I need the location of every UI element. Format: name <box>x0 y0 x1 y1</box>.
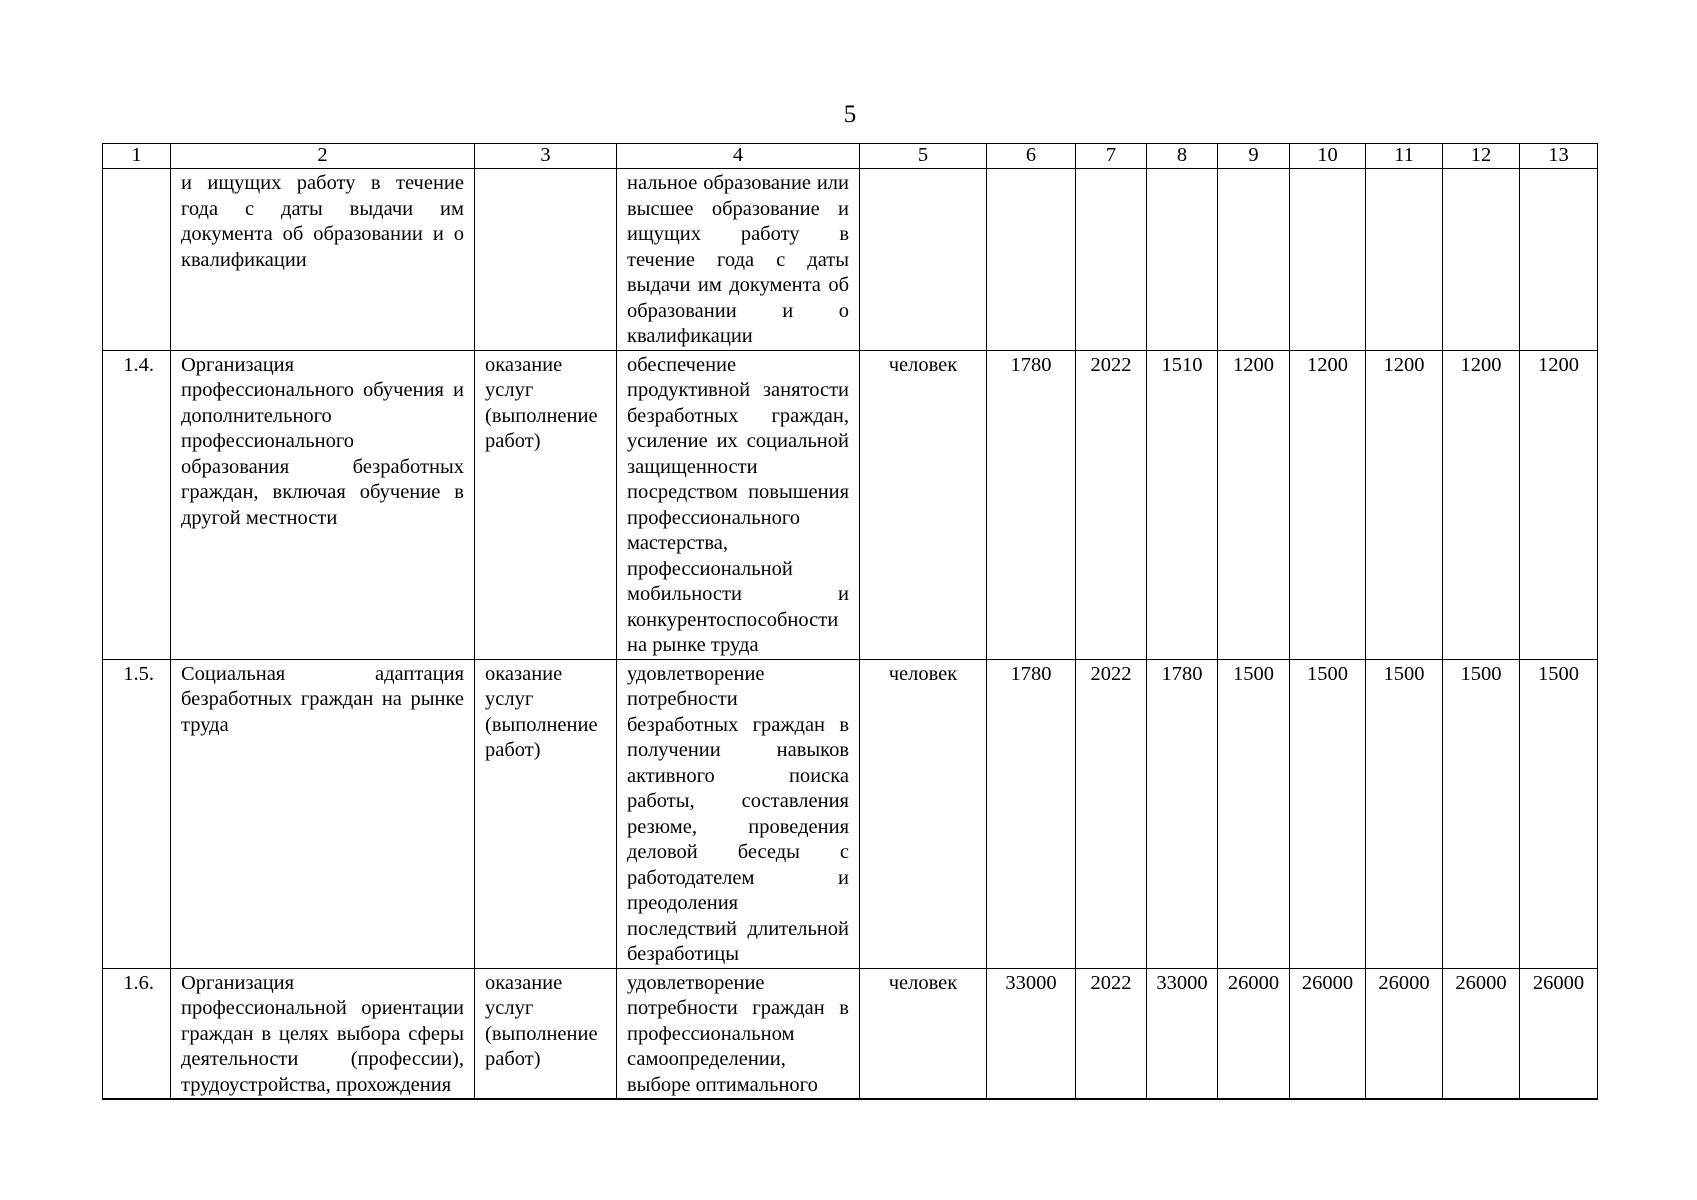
header-col-6: 6 <box>987 144 1076 169</box>
value-col-9: 26000 <box>1218 968 1290 1099</box>
value-col-12 <box>1443 169 1520 351</box>
measure-name: и ищущих работу в течение года с даты выдачи им документа об образовании и о квалификации <box>171 169 475 351</box>
value-col-7 <box>1076 169 1147 351</box>
table-row <box>103 659 1598 968</box>
value-col-12: 1200 <box>1443 350 1520 659</box>
header-col-1: 1 <box>103 144 171 169</box>
measure-goal: удовлетворение потребности безработных граждан в получении навыков активного поиска работы, составления резюме, проведения деловой беседы с работодателем и преодоления последствий длительной безработицы <box>617 659 860 968</box>
value-col-8: 1510 <box>1147 350 1218 659</box>
value-col-11: 1500 <box>1366 659 1443 968</box>
unit: человек <box>860 659 987 968</box>
unit: человек <box>860 350 987 659</box>
header-col-13: 13 <box>1520 144 1598 169</box>
column-number-header <box>103 144 1598 169</box>
measure-goal: нальное образование или высшее образование и ищущих работу в течение года с даты выдачи им документа об образовании и о квалификации <box>617 169 860 351</box>
measure-goal: удовлетворение потребности граждан в профессиональном самоопределении, выборе оптимального <box>617 968 860 1099</box>
header-col-9: 9 <box>1218 144 1290 169</box>
value-col-6: 1780 <box>987 350 1076 659</box>
header-col-5: 5 <box>860 144 987 169</box>
page-number: 5 <box>843 101 857 128</box>
value-col-11: 1200 <box>1366 350 1443 659</box>
measure-goal: обеспечение продуктивной занятости безработных граждан, усиление их социальной защищенности посредством повышения профессионального мастерства, профессиональной мобильности и конкурентоспособности на рынке труда <box>617 350 860 659</box>
value-col-6: 33000 <box>987 968 1076 1099</box>
value-col-13: 26000 <box>1520 968 1598 1099</box>
header-col-3: 3 <box>475 144 617 169</box>
row-number: 1.6. <box>103 968 171 1099</box>
value-col-8: 1780 <box>1147 659 1218 968</box>
value-col-11 <box>1366 169 1443 351</box>
value-col-10 <box>1290 169 1366 351</box>
value-col-10: 1500 <box>1290 659 1366 968</box>
value-col-6: 1780 <box>987 659 1076 968</box>
row-number <box>103 169 171 351</box>
table-row <box>103 169 1598 351</box>
value-col-7: 2022 <box>1076 968 1147 1099</box>
value-col-9 <box>1218 169 1290 351</box>
measure-type: оказание услуг (выполнение работ) <box>475 350 617 659</box>
row-number: 1.4. <box>103 350 171 659</box>
header-col-10: 10 <box>1290 144 1366 169</box>
measure-type <box>475 169 617 351</box>
value-col-10: 1200 <box>1290 350 1366 659</box>
value-col-12: 26000 <box>1443 968 1520 1099</box>
measure-name: Организация профессионального обучения и дополнительного профессионального образования безработных граждан, включая обучение в другой местности <box>171 350 475 659</box>
value-col-11: 26000 <box>1366 968 1443 1099</box>
value-col-7: 2022 <box>1076 659 1147 968</box>
value-col-13: 1500 <box>1520 659 1598 968</box>
measure-type: оказание услуг (выполнение работ) <box>475 659 617 968</box>
value-col-8 <box>1147 169 1218 351</box>
header-col-7: 7 <box>1076 144 1147 169</box>
value-col-7: 2022 <box>1076 350 1147 659</box>
value-col-13: 1200 <box>1520 350 1598 659</box>
table-row <box>103 968 1598 1099</box>
table-row <box>103 350 1598 659</box>
plan-table <box>102 143 1598 1100</box>
measure-name: Социальная адаптация безработных граждан на рынке труда <box>171 659 475 968</box>
measure-type: оказание услуг (выполнение работ) <box>475 968 617 1099</box>
header-col-2: 2 <box>171 144 475 169</box>
value-col-8: 33000 <box>1147 968 1218 1099</box>
row-number: 1.5. <box>103 659 171 968</box>
value-col-13 <box>1520 169 1598 351</box>
value-col-10: 26000 <box>1290 968 1366 1099</box>
header-col-12: 12 <box>1443 144 1520 169</box>
value-col-9: 1200 <box>1218 350 1290 659</box>
header-col-8: 8 <box>1147 144 1218 169</box>
header-col-4: 4 <box>617 144 860 169</box>
unit <box>860 169 987 351</box>
value-col-6 <box>987 169 1076 351</box>
header-col-11: 11 <box>1366 144 1443 169</box>
measure-name: Организация профессиональной ориентации граждан в целях выбора сферы деятельности (профессии), трудоустройства, прохождения <box>171 968 475 1099</box>
value-col-12: 1500 <box>1443 659 1520 968</box>
unit: человек <box>860 968 987 1099</box>
value-col-9: 1500 <box>1218 659 1290 968</box>
